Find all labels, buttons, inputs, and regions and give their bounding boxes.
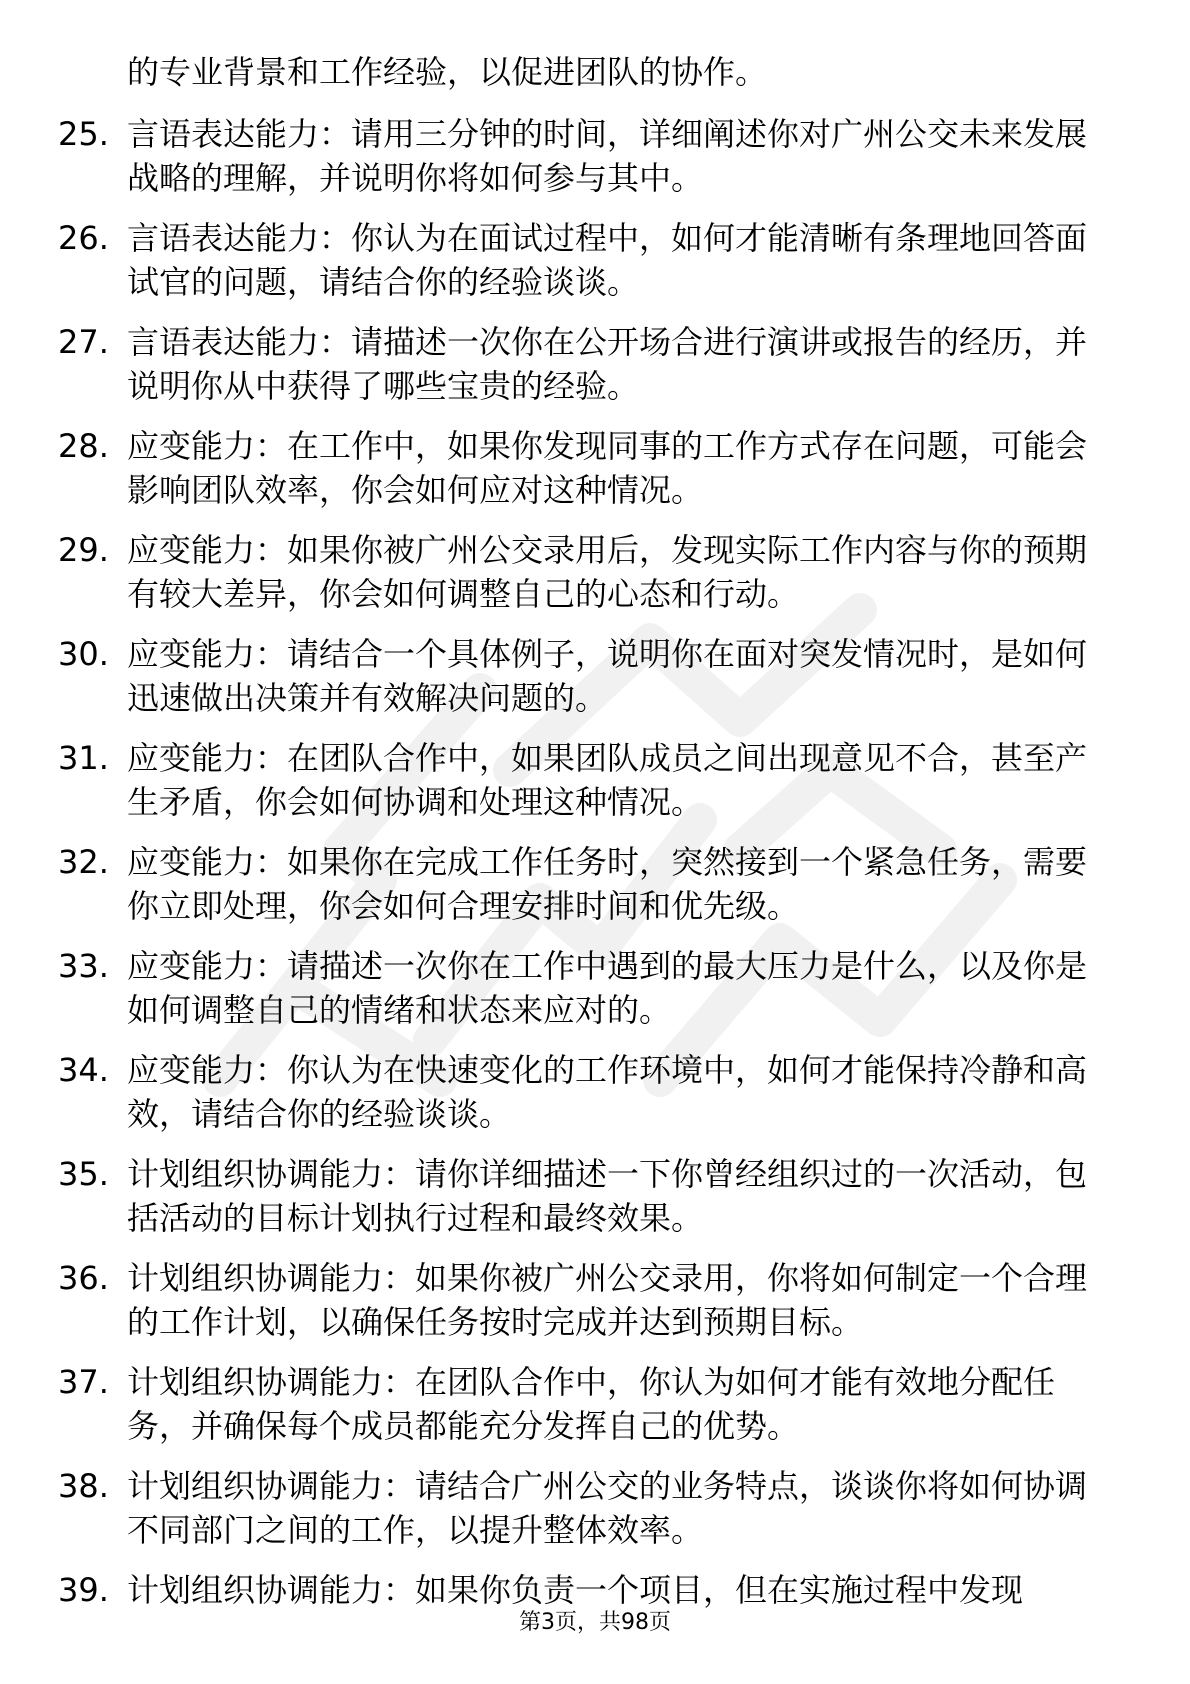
item-text: 言语表达能力：请用三分钟的时间，详细阐述你对广州公交未来发展战略的理解，并说明你将如何参与其中。	[127, 115, 1088, 197]
item-text: 计划组织协调能力：请结合广州公交的业务特点，谈谈你将如何协调不同部门之间的工作，以提升整体效率。	[127, 1467, 1088, 1549]
item-text: 应变能力：在工作中，如果你发现同事的工作方式存在问题，可能会影响团队效率，你会如何应对这种情况。	[127, 427, 1088, 509]
list-item	[0, 944, 1190, 1032]
item-number: 28.	[58, 427, 109, 465]
item-number: 38.	[58, 1467, 109, 1505]
list-item	[0, 736, 1190, 824]
item-number: 34.	[58, 1051, 109, 1089]
item-number: 30.	[58, 635, 109, 673]
item-number: 26.	[58, 219, 109, 257]
item-number: 37.	[58, 1363, 109, 1401]
item-text: 应变能力：如果你在完成工作任务时，突然接到一个紧急任务，需要你立即处理，你会如何合理安排时间和优先级。	[127, 843, 1088, 925]
list-item	[0, 528, 1190, 616]
item-number: 39.	[58, 1571, 109, 1609]
item-text: 应变能力：请描述一次你在工作中遇到的最大压力是什么，以及你是如何调整自己的情绪和状态来应对的。	[127, 947, 1088, 1029]
list-item	[0, 1464, 1190, 1552]
item-text: 计划组织协调能力：请你详细描述一下你曾经组织过的一次活动，包括活动的目标计划执行过程和最终效果。	[127, 1155, 1088, 1237]
list-item	[0, 1256, 1190, 1344]
list-item	[0, 424, 1190, 512]
item-text: 应变能力：在团队合作中，如果团队成员之间出现意见不合，甚至产生矛盾，你会如何协调和处理这种情况。	[127, 739, 1088, 821]
item-text: 应变能力：如果你被广州公交录用后，发现实际工作内容与你的预期有较大差异，你会如何调整自己的心态和行动。	[127, 531, 1088, 613]
list-item	[0, 112, 1190, 200]
item-number: 35.	[58, 1155, 109, 1193]
item-text: 应变能力：请结合一个具体例子，说明你在面对突发情况时，是如何迅速做出决策并有效解决问题的。	[127, 635, 1088, 717]
list-item	[0, 1568, 1190, 1612]
continuation-text: 的专业背景和工作经验，以促进团队的协作。	[127, 53, 768, 91]
item-text: 言语表达能力：你认为在面试过程中，如何才能清晰有条理地回答面试官的问题，请结合你的经验谈谈。	[127, 219, 1088, 301]
item-number: 29.	[58, 531, 109, 569]
item-number: 31.	[58, 739, 109, 777]
page-number: 第3页，共98页	[519, 1610, 671, 1635]
item-text: 计划组织协调能力：如果你负责一个项目，但在实施过程中发现	[127, 1571, 1024, 1609]
list-item	[0, 320, 1190, 408]
list-item	[0, 216, 1190, 304]
item-text: 言语表达能力：请描述一次你在公开场合进行演讲或报告的经历，并说明你从中获得了哪些宝贵的经验。	[127, 323, 1088, 405]
item-text: 计划组织协调能力：如果你被广州公交录用，你将如何制定一个合理的工作计划，以确保任务按时完成并达到预期目标。	[127, 1259, 1088, 1341]
item-number: 27.	[58, 323, 109, 361]
list-item	[0, 1048, 1190, 1136]
list-item	[0, 1360, 1190, 1448]
item-number: 36.	[58, 1259, 109, 1297]
item-text: 应变能力：你认为在快速变化的工作环境中，如何才能保持冷静和高效，请结合你的经验谈谈。	[127, 1051, 1088, 1133]
list-item	[0, 840, 1190, 928]
item-number: 25.	[58, 115, 109, 153]
item-text: 计划组织协调能力：在团队合作中，你认为如何才能有效地分配任务，并确保每个成员都能充分发挥自己的优势。	[127, 1363, 1056, 1445]
item-number: 33.	[58, 947, 109, 985]
list-item	[0, 1152, 1190, 1240]
question-list	[0, 112, 1190, 1628]
item-number: 32.	[58, 843, 109, 881]
list-item	[0, 632, 1190, 720]
